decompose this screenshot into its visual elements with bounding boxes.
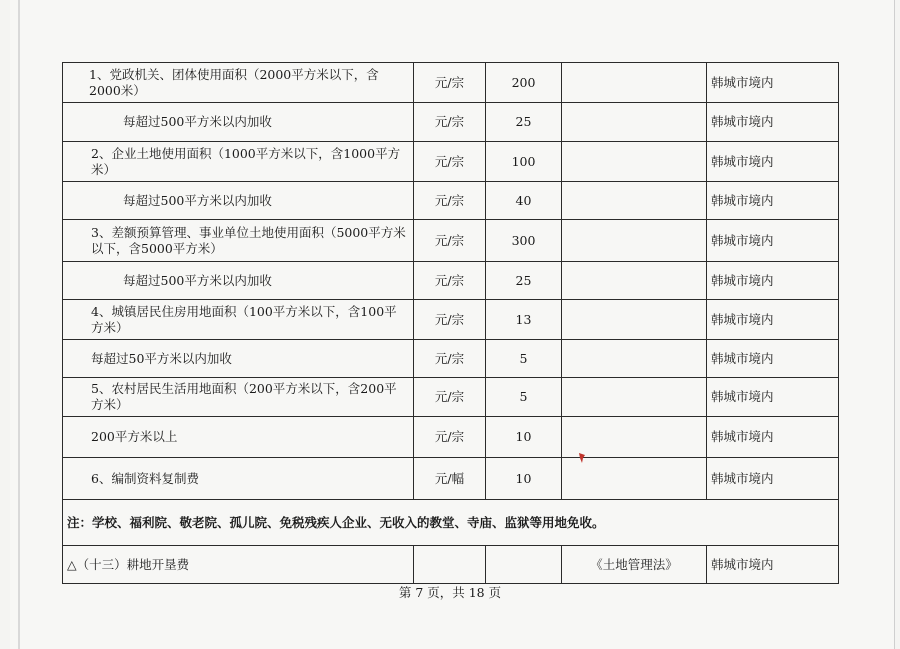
fee-standard: 300: [486, 220, 562, 262]
fee-basis: [562, 220, 707, 262]
fee-standard: 25: [486, 262, 562, 300]
fee-item: 2、企业土地使用面积（1000平方米以下，含1000平方米）: [63, 142, 414, 182]
fee-item: 每超过50平方米以内加收: [63, 340, 414, 378]
table-row: [63, 262, 839, 300]
table-row: [63, 417, 839, 458]
fee-item: △（十三）耕地开垦费: [63, 546, 414, 584]
table-row: [63, 103, 839, 142]
fee-unit: 元/宗: [414, 103, 486, 142]
note-row: [63, 500, 839, 546]
fee-standard: 5: [486, 340, 562, 378]
table-row: [63, 300, 839, 340]
table-row: [63, 220, 839, 262]
fee-unit: 元/宗: [414, 300, 486, 340]
fee-area: 韩城市境内: [707, 262, 839, 300]
fee-unit: 元/宗: [414, 142, 486, 182]
fee-area: 韩城市境内: [707, 340, 839, 378]
page-edge: [18, 0, 20, 649]
fee-standard: 40: [486, 182, 562, 220]
fee-basis: [562, 378, 707, 417]
fee-basis: [562, 142, 707, 182]
fee-item: 1、党政机关、团体使用面积（2000平方米以下，含2000米）: [63, 63, 414, 103]
fee-standard: 100: [486, 142, 562, 182]
fee-area: 韩城市境内: [707, 417, 839, 458]
fee-standard: 25: [486, 103, 562, 142]
fee-basis: [562, 340, 707, 378]
table-row: [63, 458, 839, 500]
fee-standard: 5: [486, 378, 562, 417]
fee-area: 韩城市境内: [707, 182, 839, 220]
fee-area: 韩城市境内: [707, 142, 839, 182]
fee-item: 3、差额预算管理、事业单位土地使用面积（5000平方米以下，含5000平方米）: [63, 220, 414, 262]
fee-area: 韩城市境内: [707, 458, 839, 500]
fee-basis: 《土地管理法》: [562, 546, 707, 584]
fee-standard: 13: [486, 300, 562, 340]
fee-standard: 10: [486, 417, 562, 458]
fee-basis: [562, 103, 707, 142]
fee-item: 每超过500平方米以内加收: [63, 103, 414, 142]
fee-unit: 元/宗: [414, 340, 486, 378]
fee-basis: [562, 262, 707, 300]
fee-area: 韩城市境内: [707, 300, 839, 340]
fee-area: 韩城市境内: [707, 63, 839, 103]
fee-unit: 元/幅: [414, 458, 486, 500]
fee-standard: 10: [486, 458, 562, 500]
fee-item: 5、农村居民生活用地面积（200平方米以下，含200平方米）: [63, 378, 414, 417]
fee-item: 200平方米以上: [63, 417, 414, 458]
fee-unit: 元/宗: [414, 417, 486, 458]
fee-basis: [562, 300, 707, 340]
table-row: [63, 142, 839, 182]
fee-basis: [562, 182, 707, 220]
table-row: [63, 546, 839, 584]
fee-item: 6、编制资料复制费: [63, 458, 414, 500]
fee-item: 每超过500平方米以内加收: [63, 262, 414, 300]
fee-item: 4、城镇居民住房用地面积（100平方米以下，含100平方米）: [63, 300, 414, 340]
fee-area: 韩城市境内: [707, 378, 839, 417]
fee-unit: 元/宗: [414, 220, 486, 262]
table-row: [63, 63, 839, 103]
fee-unit: 元/宗: [414, 378, 486, 417]
fee-area: 韩城市境内: [707, 546, 839, 584]
page-number: 第 7 页，共 18 页: [398, 585, 502, 600]
exemption-note: 注：学校、福利院、敬老院、孤儿院、免税残疾人企业、无收入的教堂、寺庙、监狱等用地免收。: [63, 500, 839, 546]
table-row: [63, 182, 839, 220]
fee-unit: 元/宗: [414, 262, 486, 300]
red-pen-mark: [578, 452, 586, 464]
fee-basis: [562, 63, 707, 103]
fee-item: 每超过500平方米以内加收: [63, 182, 414, 220]
fee-area: 韩城市境内: [707, 220, 839, 262]
fee-area: 韩城市境内: [707, 103, 839, 142]
fee-standard: 200: [486, 63, 562, 103]
fee-unit: 元/宗: [414, 182, 486, 220]
table-row: [63, 340, 839, 378]
fee-unit: 元/宗: [414, 63, 486, 103]
fee-unit: [414, 546, 486, 584]
fee-table: [62, 62, 839, 584]
fee-standard: [486, 546, 562, 584]
table-row: [63, 378, 839, 417]
